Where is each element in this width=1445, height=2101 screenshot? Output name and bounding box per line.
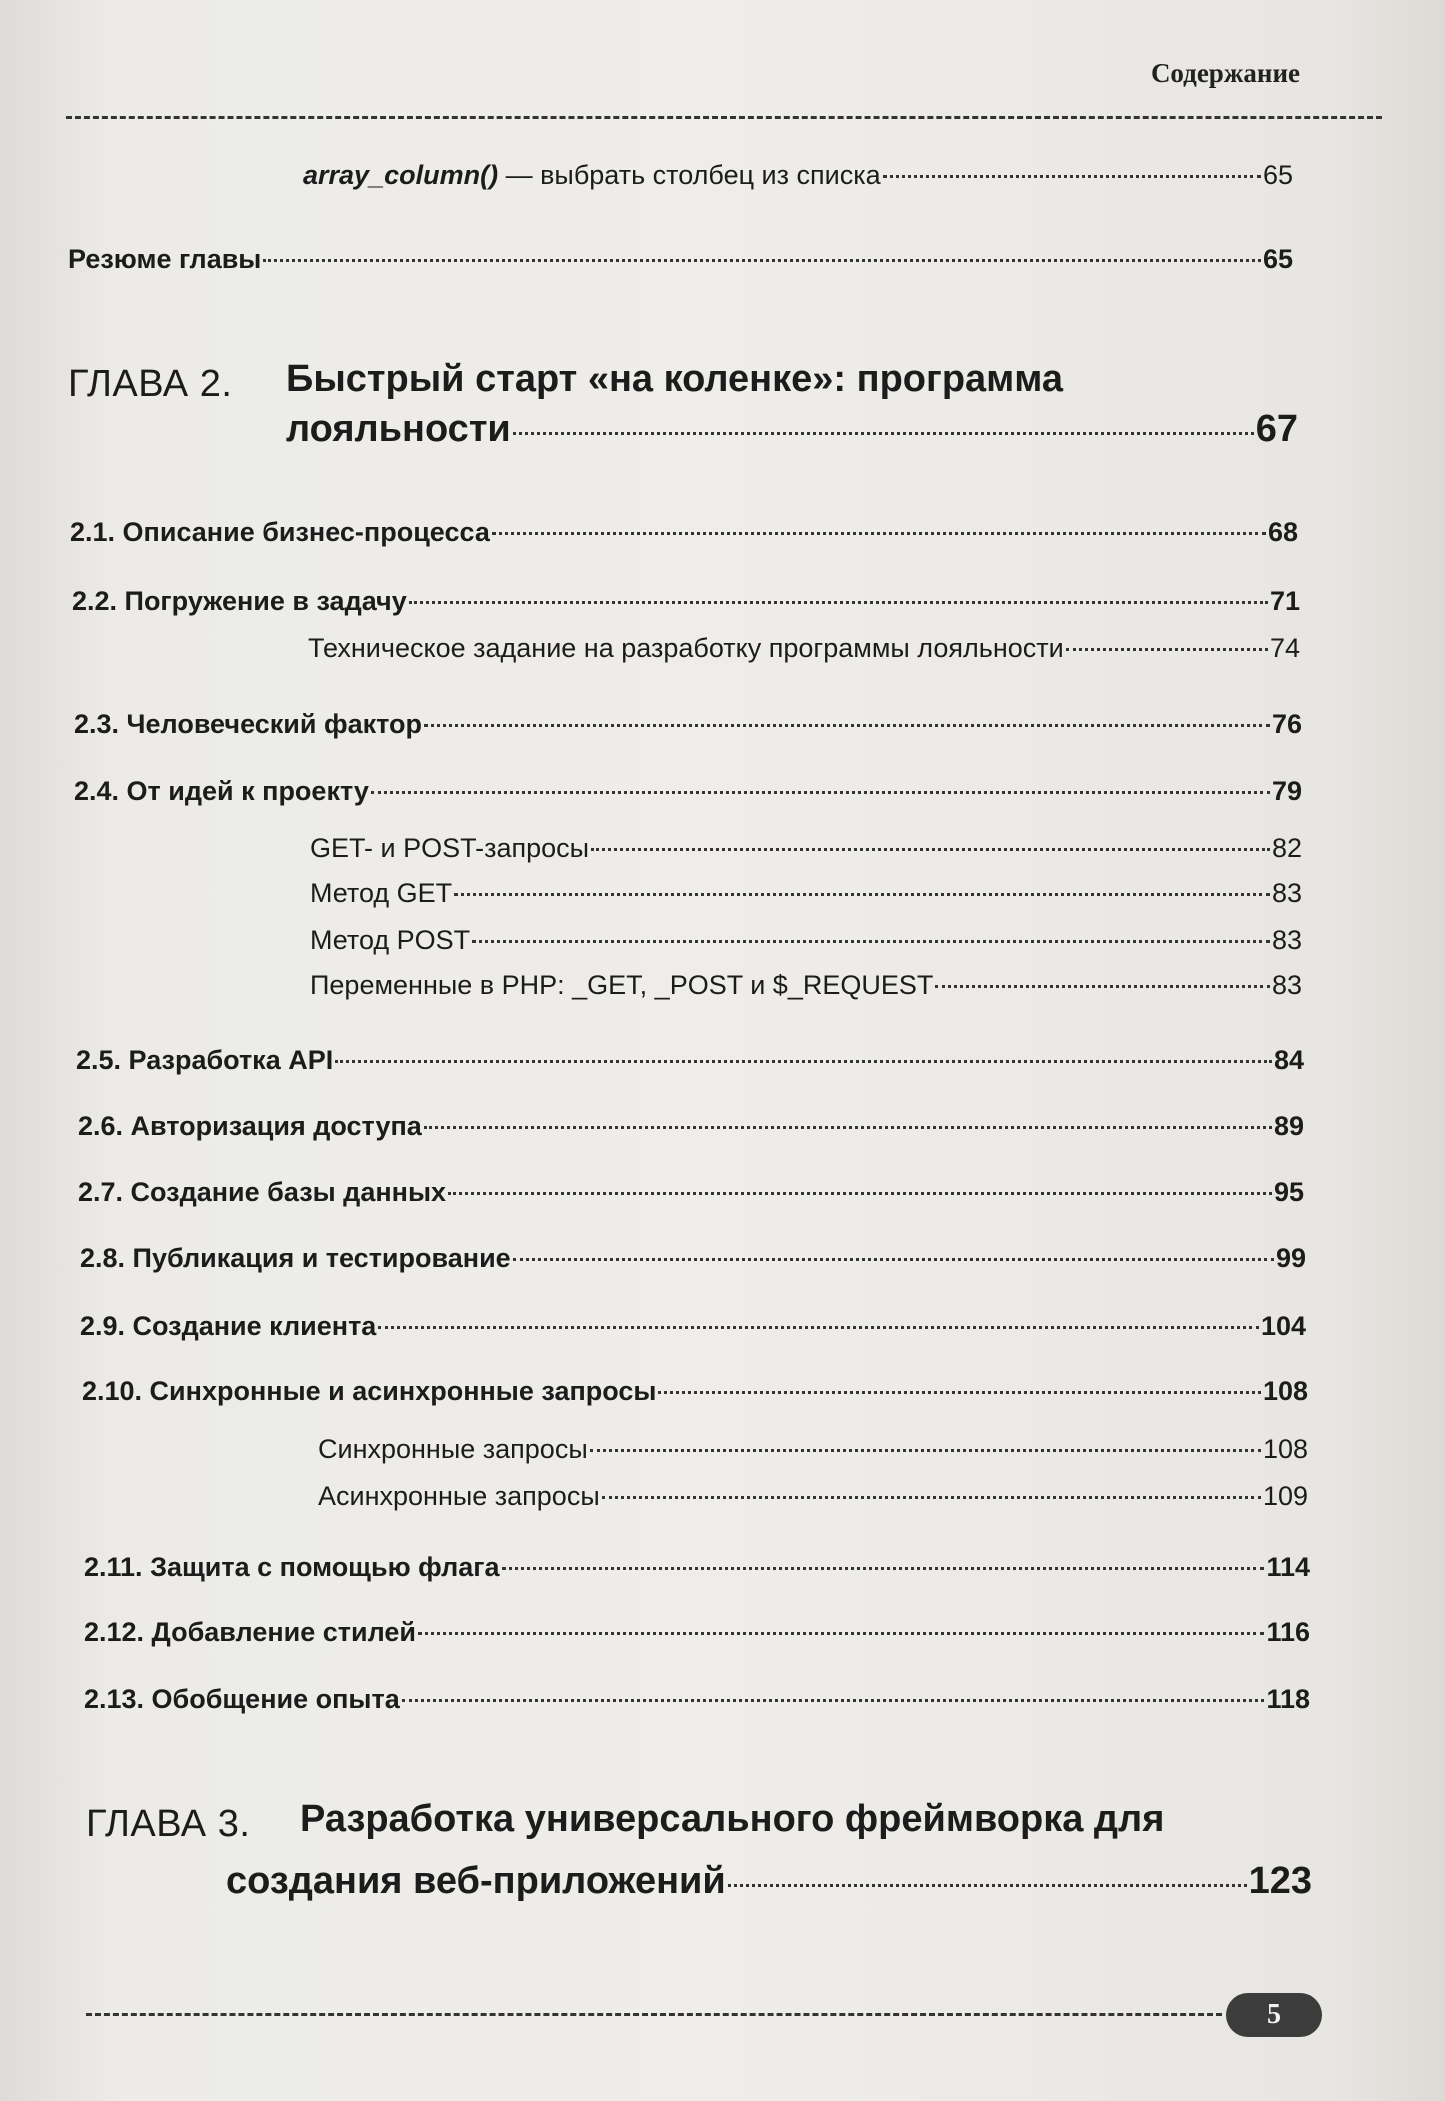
chapter-2-title-line2: лояльности 67 (286, 408, 1298, 450)
toc-entry-2-3: 2.3. Человеческий фактор 76 (74, 709, 1302, 739)
toc-entry-2-2: 2.2. Погружение в задачу 71 (72, 586, 1300, 616)
toc-entry-2-8: 2.8. Публикация и тестирование 99 (80, 1243, 1306, 1273)
toc-entry-2-12: 2.12. Добавление стилей 116 (84, 1617, 1310, 1647)
chapter-3-title-line1: Разработка универсального фреймворка для (300, 1798, 1165, 1840)
entry-label: Резюме главы (68, 244, 262, 274)
page-number-badge: 5 (1226, 1993, 1322, 2037)
running-header: Содержание (1150, 58, 1300, 88)
chapter-3-title-line2: создания веб-приложений 123 (226, 1860, 1312, 1902)
leader-dots (728, 1884, 1247, 1887)
toc-entry-resume (68, 244, 1293, 275)
function-name: array_column() (303, 160, 499, 190)
chapter-3-page: 123 (1248, 1860, 1312, 1902)
toc-entry-2-5: 2.5. Разработка API 84 (76, 1045, 1304, 1075)
toc-entry-tech-spec: Техническое задание на разработку программы лояльности 74 (308, 633, 1300, 663)
header-rule (66, 116, 1382, 119)
toc-entry-2-6: 2.6. Авторизация доступа 89 (78, 1111, 1304, 1141)
leader-dots (883, 175, 1261, 178)
toc-entry-get-post: GET- и POST-запросы 82 (310, 833, 1302, 863)
toc-entry-async: Асинхронные запросы 109 (318, 1481, 1308, 1511)
leader-dots (513, 432, 1254, 435)
chapter-2-title-line1: Быстрый старт «на коленке»: программа (286, 358, 1064, 400)
chapter-2-page: 67 (1255, 408, 1298, 450)
chapter-3-label: ГЛАВА 3. (86, 1803, 251, 1845)
toc-entry-method-get: Метод GET 83 (310, 878, 1302, 908)
toc-entry-2-13: 2.13. Обобщение опыта 118 (84, 1684, 1310, 1714)
page-number: 65 (1262, 160, 1293, 190)
toc-entry-2-9: 2.9. Создание клиента 104 (80, 1311, 1306, 1341)
leader-dots (263, 259, 1261, 262)
page-number: 65 (1262, 244, 1293, 274)
toc-entry-2-11: 2.11. Защита с помощью флага 114 (84, 1552, 1310, 1582)
footer-rule (86, 2013, 1222, 2016)
toc-entry-2-10: 2.10. Синхронные и асинхронные запросы 108 (82, 1376, 1308, 1406)
chapter-2-label: ГЛАВА 2. (68, 363, 233, 405)
toc-entry-2-1: 2.1. Описание бизнес-процесса 68 (70, 517, 1298, 547)
toc-entry-array-column (303, 160, 1293, 191)
toc-entry-php-variables: Переменные в PHP: _GET, _POST и $_REQUEST 83 (310, 970, 1302, 1000)
toc-entry-2-4: 2.4. От идей к проекту 79 (74, 776, 1302, 806)
toc-entry-sync: Синхронные запросы 108 (318, 1434, 1308, 1464)
entry-label: — выбрать столбец из списка (498, 160, 881, 190)
toc-entry-2-7: 2.7. Создание базы данных 95 (78, 1177, 1304, 1207)
toc-entry-method-post: Метод POST 83 (310, 925, 1302, 955)
